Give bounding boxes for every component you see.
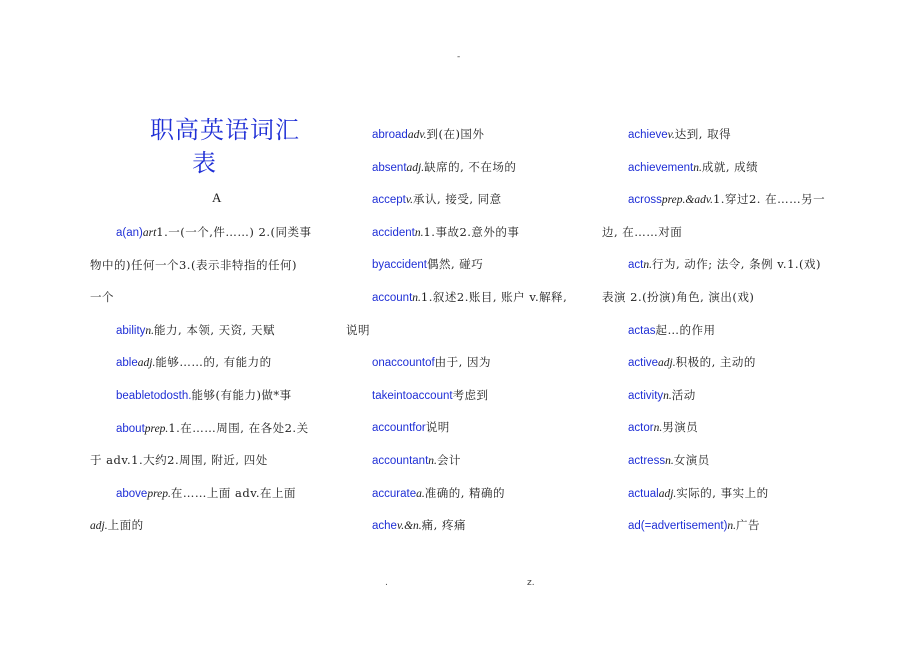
vocab-entry [90,314,325,347]
definition-text: 1.叙述2.账目, 账户 v.解释, [420,289,568,304]
vocab-entry [346,509,586,542]
vocab-entry [90,444,325,477]
vocab-entry [90,412,325,445]
page-title [150,114,325,180]
vocab-word: about [116,422,145,435]
part-of-speech: n. [727,520,737,533]
vocab-entry [602,379,842,412]
part-of-speech: n. [412,291,421,304]
part-of-speech: adj. [658,487,677,500]
vocab-entry [346,411,586,444]
vocab-entry [346,379,586,412]
part-of-speech: a. [416,487,425,500]
header-mark: - [457,52,461,62]
vocab-entry [346,281,586,314]
definition-text: 表演 2.(扮演)角色, 演出(戏) [602,289,755,304]
vocab-word: accept [372,194,406,207]
part-of-speech: v. [667,129,675,141]
vocab-entry [346,248,586,281]
vocab-entry [602,477,842,510]
part-of-speech: adj. [406,161,425,174]
definition-text: 活动 [671,387,696,402]
part-of-speech: adj. [90,520,108,533]
part-of-speech: n. [145,324,155,337]
vocab-word: actas [628,324,656,337]
definition-text: 积极的, 主动的 [675,355,756,370]
vocab-entry [602,216,842,249]
definition-text: 1.事故2.意外的事 [423,224,520,239]
part-of-speech: n. [643,259,652,272]
vocab-word: actor [628,422,654,435]
part-of-speech: adv. [407,129,427,141]
vocab-word: able [116,357,138,370]
vocab-word: accident [372,226,415,239]
vocab-word: act [628,259,644,272]
vocab-word: ad(=advertisement) [628,520,728,533]
definition-text: 女演员 [673,452,710,467]
vocab-entry [346,183,586,216]
title-line-1: 职高英语词汇 [150,116,300,144]
vocab-entry [346,216,586,249]
vocab-word: byaccident [372,259,427,272]
vocab-entry [602,281,842,314]
definition-text: 说明 [425,420,450,435]
part-of-speech: art [142,227,157,239]
vocab-entry [602,509,842,542]
definition-text: 能力, 本领, 天资, 天赋 [154,322,275,337]
vocab-word: account [372,291,413,304]
vocab-entry [346,477,586,510]
title-line-2: 表 [192,149,217,177]
vocab-entry [90,249,325,282]
definition-text: 缺席的, 不在场的 [424,159,517,174]
definition-text: 广告 [736,518,761,533]
section-letter: A [212,190,222,205]
part-of-speech: adj. [658,357,676,370]
definition-text: 达到, 取得 [674,127,732,141]
definition-text: 边, 在……对面 [602,224,683,239]
definition-text: 会计 [436,452,461,467]
vocab-entry [90,509,325,542]
vocab-word: accountant [372,454,429,467]
vocab-entry [90,477,325,510]
part-of-speech: v. [405,194,414,207]
part-of-speech: n. [665,454,674,467]
vocab-word: actual [628,487,659,500]
vocab-entry [346,314,586,347]
vocab-word: achievement [628,161,694,174]
footer-left-mark: . [385,578,388,588]
vocab-entry [602,411,842,444]
vocab-word: onaccountof [372,357,435,370]
vocab-entry [346,444,586,477]
part-of-speech: prep. [144,422,169,435]
vocab-word: accurate [372,487,417,500]
definition-text: 痛, 疼痛 [421,518,466,533]
part-of-speech: n. [693,161,702,174]
definition-text: 于 adv.1.大约2.周围, 附近, 四处 [90,453,268,468]
vocab-entry [346,118,586,151]
vocab-word: active [628,357,659,370]
vocab-entry [602,118,842,151]
definition-text: 能够(有能力)做*事 [191,387,292,402]
part-of-speech: adj. [137,357,156,370]
vocab-entry [602,248,842,281]
definition-text: 物中的)任何一个3.(表示非特指的任何) [90,257,297,272]
part-of-speech: n. [653,422,663,435]
definition-text: 1.在……周围, 在各处2.关 [168,420,309,435]
footer-right-mark: z. [527,578,535,588]
vocab-entry [602,151,842,184]
vocab-word: ache [372,520,397,533]
vocab-word: a(an) [116,227,143,239]
part-of-speech: n. [428,454,437,467]
definition-text: 偶然, 碰巧 [426,257,484,272]
part-of-speech: n. [663,389,672,402]
vocab-entry [346,346,586,379]
definition-text: 成就, 成绩 [701,159,759,174]
definition-text: 1.穿过2. 在……另一 [712,192,826,207]
vocab-entry [90,379,325,412]
definition-text: 能够……的, 有能力的 [155,355,272,370]
vocab-column-2 [346,118,586,542]
definition-text: 由于, 因为 [434,355,491,370]
definition-text: 在……上面 adv.在上面 [170,485,297,500]
vocab-entry [346,151,586,184]
vocab-word: above [116,487,148,500]
definition-text: 说明 [346,322,370,337]
definition-text: 一个 [90,290,114,305]
vocab-entry [90,216,325,249]
definition-text: 上面的 [107,518,144,533]
definition-text: 1.一(一个,件……) 2.(同类事 [156,225,312,239]
part-of-speech: prep. [147,487,171,500]
vocab-word: activity [628,389,664,402]
vocab-word: achieve [628,129,668,141]
vocab-word: ability [116,324,146,337]
vocab-word: abroad [372,129,408,141]
vocab-entry [602,444,842,477]
vocab-word: across [628,194,662,207]
vocab-column-1 [90,216,325,542]
definition-text: 承认, 接受, 同意 [413,192,502,207]
definition-text: 男演员 [662,420,699,435]
definition-text: 起…的作用 [655,322,716,337]
vocab-entry [602,346,842,379]
vocab-entry [602,183,842,216]
vocab-entry [90,346,325,379]
definition-text: 行为, 动作; 法令, 条例 v.1.(戏) [651,257,822,272]
vocab-word: absent [372,161,407,174]
vocab-word: accountfor [372,422,426,435]
part-of-speech: v.&n. [396,520,422,533]
vocab-word: beabletodosth. [116,389,192,402]
definition-text: 考虑到 [452,387,489,402]
definition-text: 准确的, 精确的 [424,485,506,500]
vocab-column-3 [602,118,842,542]
definition-text: 实际的, 事实上的 [676,485,769,500]
vocab-entry [90,281,325,314]
part-of-speech: n. [414,226,424,239]
definition-text: 到(在)国外 [426,127,485,141]
part-of-speech: prep.&adv. [661,194,713,207]
vocab-word: actress [628,454,666,467]
vocab-entry [602,314,842,347]
vocab-word: takeintoaccount [372,389,453,402]
